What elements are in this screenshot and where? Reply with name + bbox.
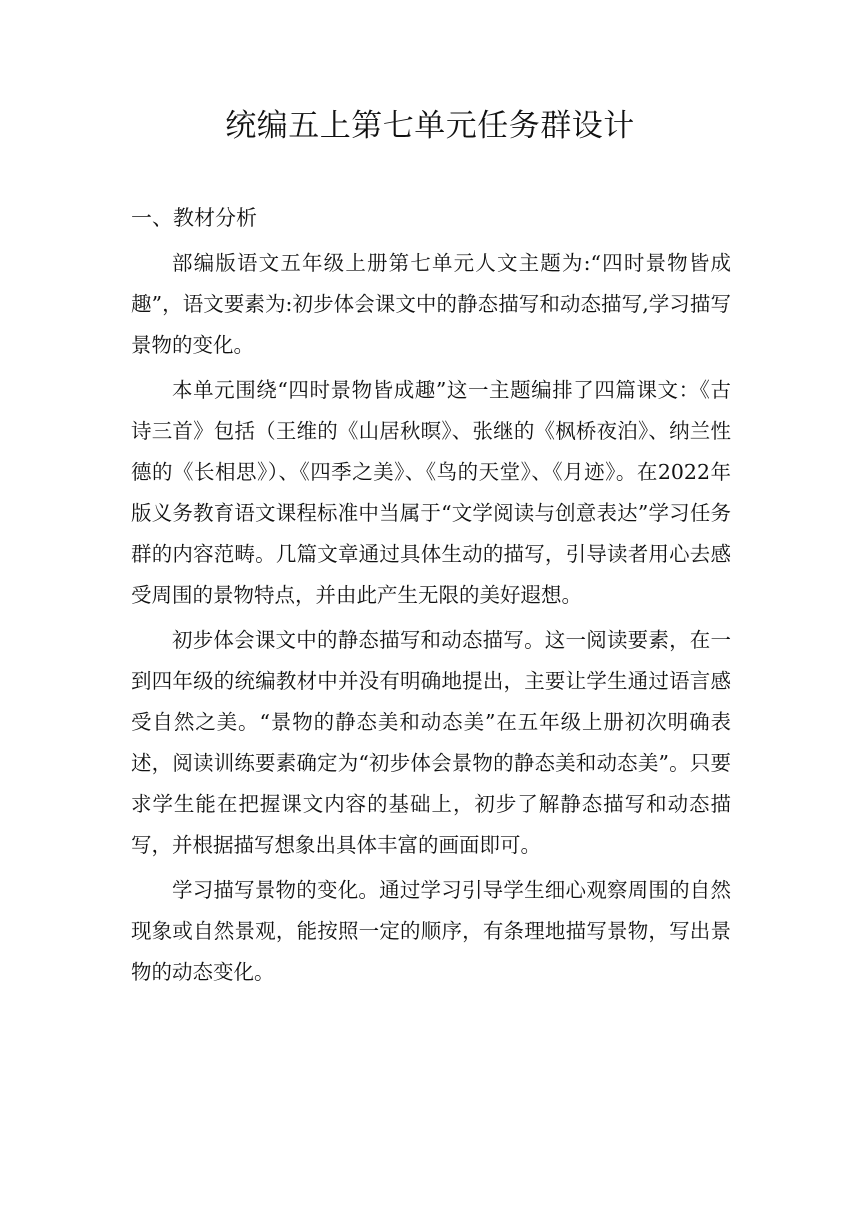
section-heading: 一、教材分析 bbox=[131, 206, 257, 230]
paragraph-writing-element: 学习描写景物的变化。通过学习引导学生细心观察周围的自然现象或自然景观，能按照一定的顺序，有条理地描写景物，写出景物的动态变化。 bbox=[131, 878, 731, 984]
paragraph-theme: 部编版语文五年级上册第七单元人文主题为:“四时景物皆成趣”，语文要素为:初步体会课文中的静态描写和动态描写,学习描写景物的变化。 bbox=[131, 251, 731, 357]
paragraph-reading-element: 初步体会课文中的静态描写和动态描写。这一阅读要素，在一到四年级的统编教材中并没有明确地提出，主要让学生通过语言感受自然之美。“景物的静态美和动态美”在五年级上册初次明确表述，阅读训练要素确定为“初步体会景物的静态美和动态美”。只要求学生能在把握课文内容的基础上，初步了解静态描写和动态描写，并根据描写想象出具体丰富的画面即可。 bbox=[131, 628, 731, 857]
paragraph-texts: 本单元围绕“四时景物皆成趣”这一主题编排了四篇课文：《古诗三首》包括（王维的《山居秋暝》、张继的《枫桥夜泊》、纳兰性德的《长相思》）、《四季之美》、《鸟的天堂》、《月迹》。在2022年版义务教育语文课程标准中当属于“文学阅读与创意表达”学习任务群的内容范畴。几篇文章通过具体生动的描写，引导读者用心去感受周围的景物特点，并由此产生无限的美好遐想。 bbox=[131, 378, 731, 607]
document-body bbox=[131, 243, 731, 997]
document-title: 统编五上第七单元任务群设计 bbox=[225, 108, 635, 144]
